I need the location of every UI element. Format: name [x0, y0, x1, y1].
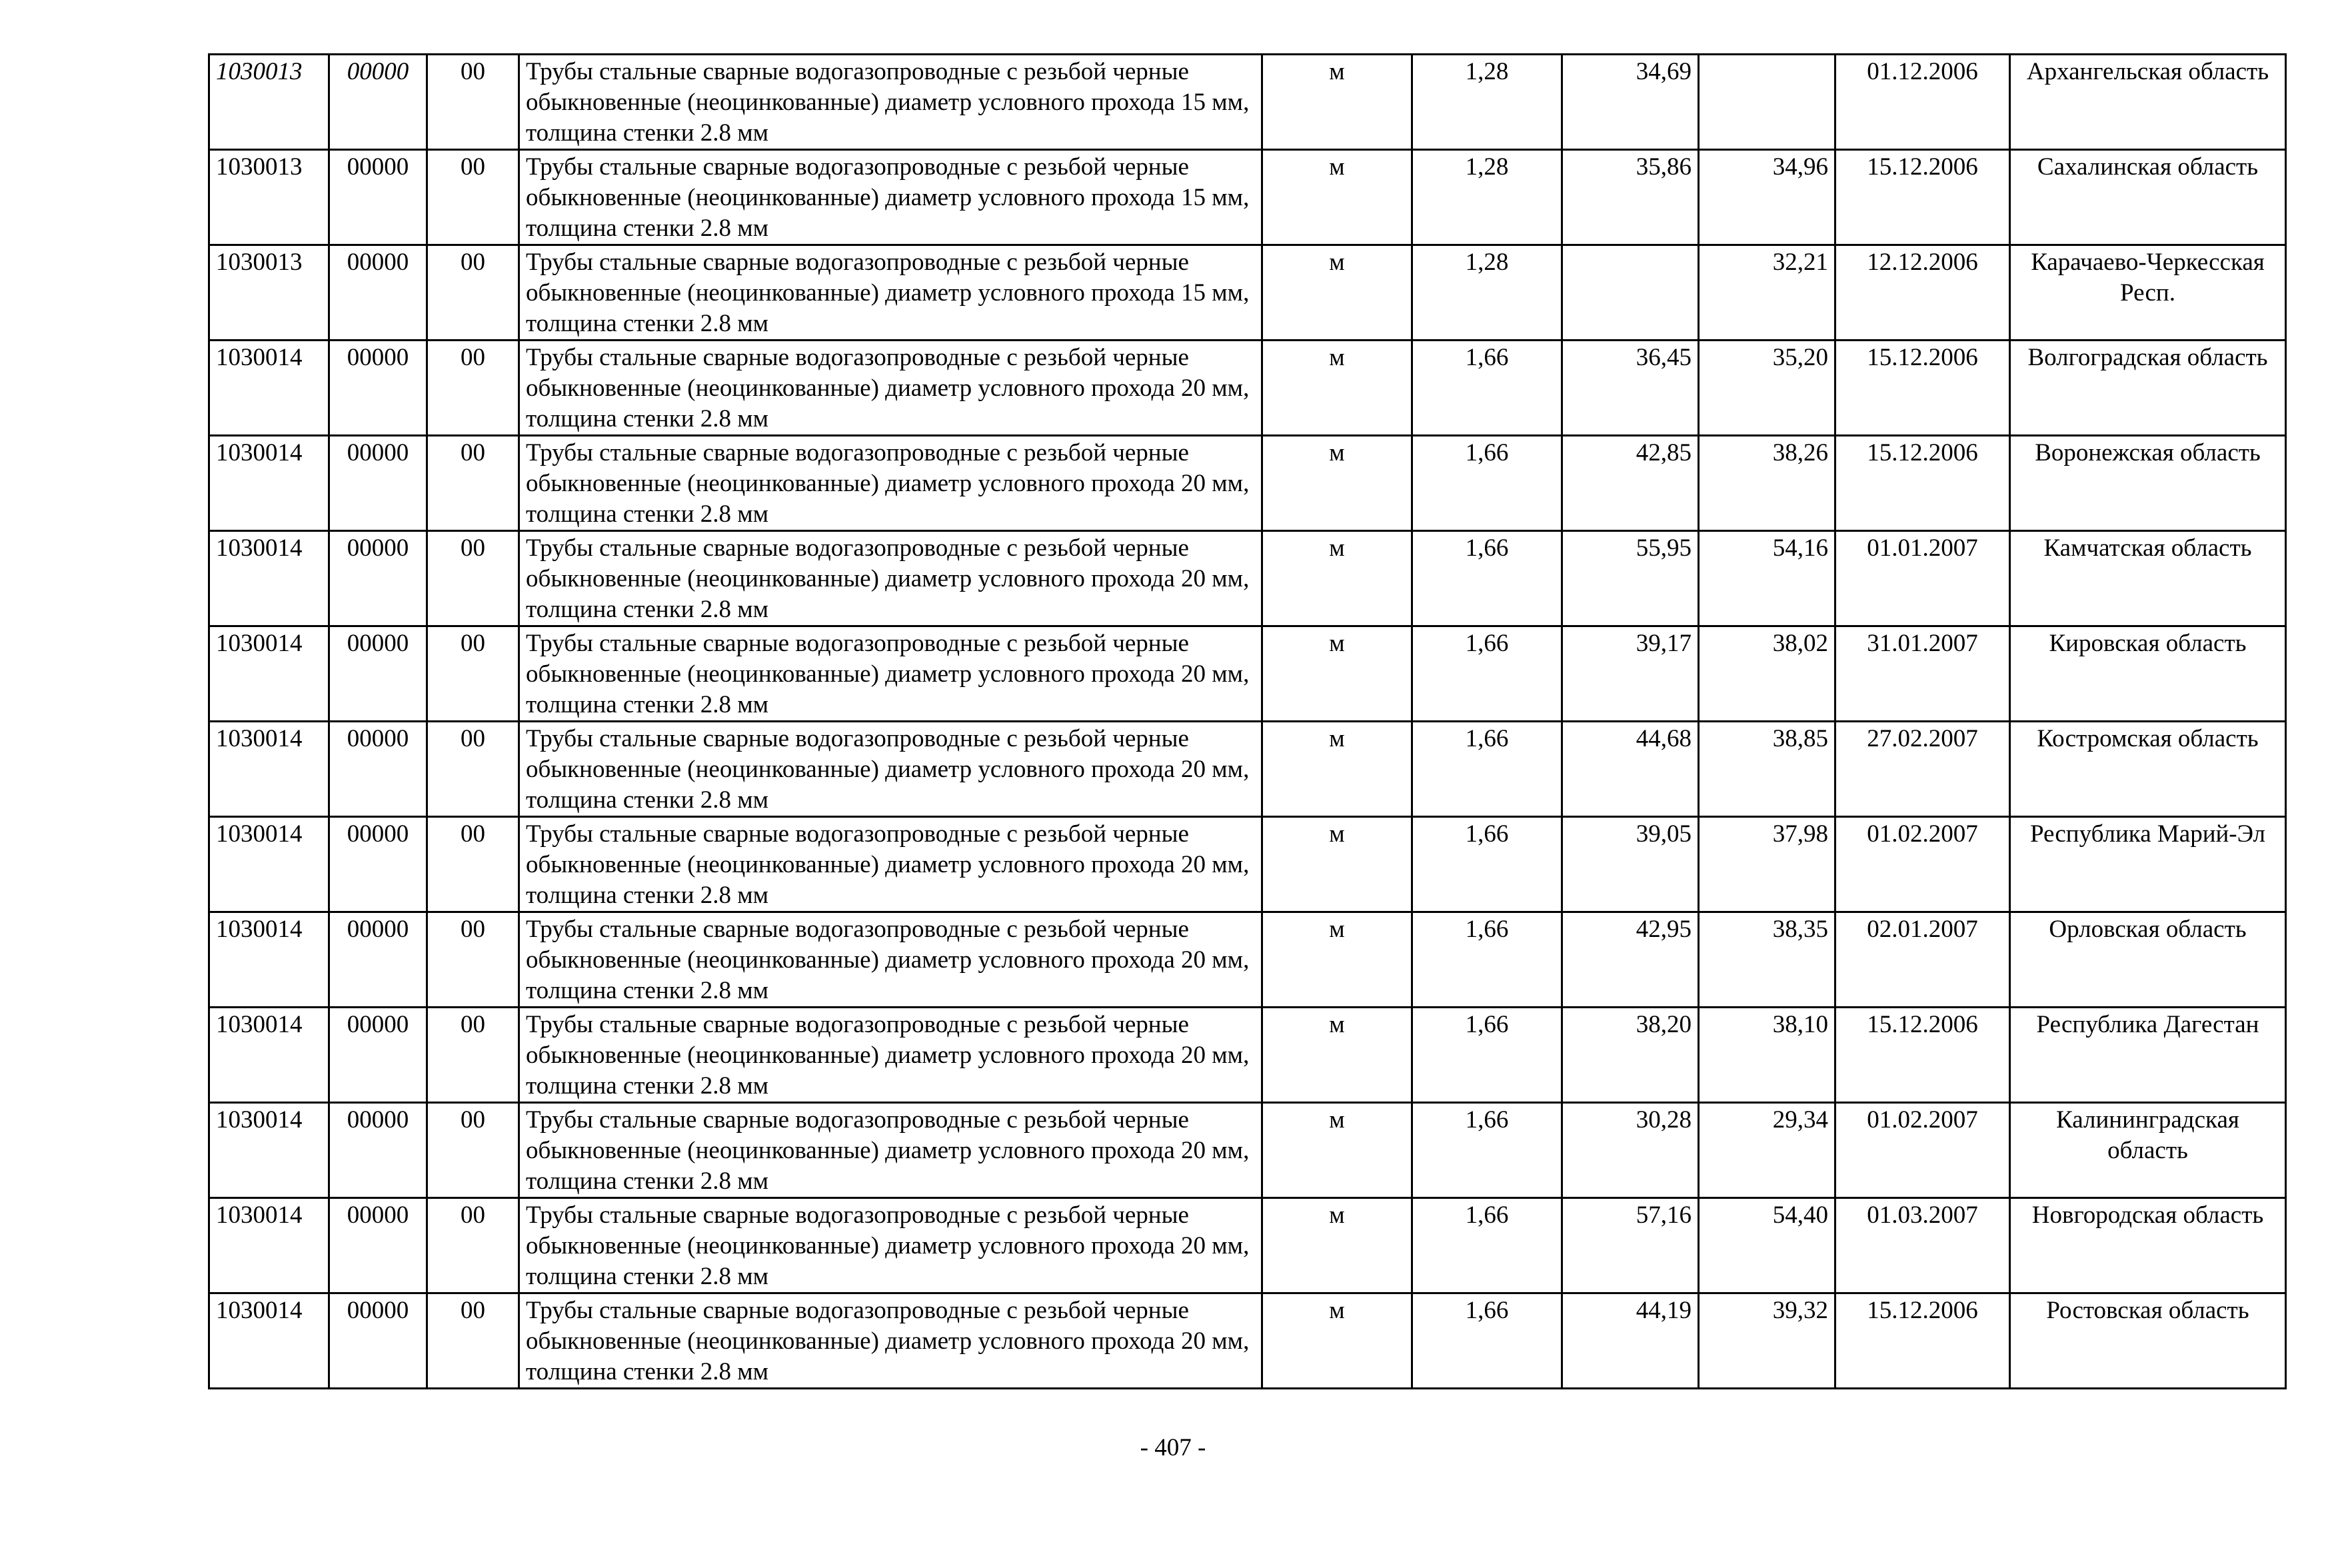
class-code-cell: 00	[427, 341, 519, 436]
price-value-1-cell: 34,69	[1562, 55, 1699, 150]
class-code-cell: 00	[427, 817, 519, 912]
price-value-2-cell: 38,10	[1699, 1008, 1835, 1103]
table-row	[209, 436, 2286, 531]
price-value-2-cell: 38,35	[1699, 912, 1835, 1008]
weight-value-cell: 1,66	[1412, 1008, 1562, 1103]
weight-value-cell: 1,28	[1412, 150, 1562, 245]
weight-value-cell: 1,66	[1412, 341, 1562, 436]
price-value-1-cell: 30,28	[1562, 1103, 1699, 1198]
price-value-2-cell: 39,32	[1699, 1293, 1835, 1389]
price-value-1-cell: 42,85	[1562, 436, 1699, 531]
unit-cell: м	[1262, 436, 1412, 531]
unit-cell: м	[1262, 722, 1412, 817]
price-value-2-cell: 35,20	[1699, 341, 1835, 436]
table-row	[209, 245, 2286, 341]
unit-cell: м	[1262, 531, 1412, 626]
price-value-1-cell: 44,19	[1562, 1293, 1699, 1389]
sub-code-cell: 00000	[329, 1008, 427, 1103]
item-code-cell: 1030014	[209, 436, 329, 531]
sub-code-cell: 00000	[329, 722, 427, 817]
price-value-2-cell: 38,02	[1699, 626, 1835, 722]
sub-code-cell: 00000	[329, 626, 427, 722]
sub-code-cell: 00000	[329, 1198, 427, 1293]
price-value-1-cell	[1562, 245, 1699, 341]
table-row	[209, 150, 2286, 245]
table-row	[209, 1103, 2286, 1198]
item-name-cell: Трубы стальные сварные водогазопроводные с резьбой черные обыкновенные (неоцинкованные) диаметр условного прохода 20 мм, толщина стенки 2.8 мм	[519, 626, 1262, 722]
item-code-cell: 1030014	[209, 912, 329, 1008]
item-code-cell: 1030014	[209, 1008, 329, 1103]
sub-code-cell: 00000	[329, 817, 427, 912]
item-name-cell: Трубы стальные сварные водогазопроводные с резьбой черные обыкновенные (неоцинкованные) диаметр условного прохода 20 мм, толщина стенки 2.8 мм	[519, 341, 1262, 436]
table-row	[209, 341, 2286, 436]
price-table	[208, 53, 2287, 1389]
table-row	[209, 626, 2286, 722]
price-value-2-cell: 37,98	[1699, 817, 1835, 912]
item-code-cell: 1030013	[209, 55, 329, 150]
item-code-cell: 1030014	[209, 1293, 329, 1389]
table-row	[209, 722, 2286, 817]
price-value-1-cell: 42,95	[1562, 912, 1699, 1008]
price-value-1-cell: 57,16	[1562, 1198, 1699, 1293]
weight-value-cell: 1,66	[1412, 531, 1562, 626]
unit-cell: м	[1262, 626, 1412, 722]
sub-code-cell: 00000	[329, 531, 427, 626]
class-code-cell: 00	[427, 626, 519, 722]
price-value-2-cell: 29,34	[1699, 1103, 1835, 1198]
class-code-cell: 00	[427, 1293, 519, 1389]
price-date-cell: 02.01.2007	[1835, 912, 2010, 1008]
price-date-cell: 01.02.2007	[1835, 1103, 2010, 1198]
item-name-cell: Трубы стальные сварные водогазопроводные с резьбой черные обыкновенные (неоцинкованные) диаметр условного прохода 20 мм, толщина стенки 2.8 мм	[519, 531, 1262, 626]
price-value-2-cell: 34,96	[1699, 150, 1835, 245]
region-name-cell: Республика Марий-Эл	[2010, 817, 2286, 912]
class-code-cell: 00	[427, 531, 519, 626]
item-name-cell: Трубы стальные сварные водогазопроводные с резьбой черные обыкновенные (неоцинкованные) диаметр условного прохода 20 мм, толщина стенки 2.8 мм	[519, 912, 1262, 1008]
table-row	[209, 817, 2286, 912]
class-code-cell: 00	[427, 436, 519, 531]
unit-cell: м	[1262, 1008, 1412, 1103]
class-code-cell: 00	[427, 1198, 519, 1293]
sub-code-cell: 00000	[329, 245, 427, 341]
sub-code-cell: 00000	[329, 55, 427, 150]
region-name-cell: Калининградская область	[2010, 1103, 2286, 1198]
unit-cell: м	[1262, 341, 1412, 436]
class-code-cell: 00	[427, 1008, 519, 1103]
unit-cell: м	[1262, 55, 1412, 150]
weight-value-cell: 1,66	[1412, 722, 1562, 817]
unit-cell: м	[1262, 1103, 1412, 1198]
item-name-cell: Трубы стальные сварные водогазопроводные с резьбой черные обыкновенные (неоцинкованные) диаметр условного прохода 20 мм, толщина стенки 2.8 мм	[519, 1103, 1262, 1198]
region-name-cell: Костромская область	[2010, 722, 2286, 817]
price-value-1-cell: 44,68	[1562, 722, 1699, 817]
item-code-cell: 1030014	[209, 531, 329, 626]
price-value-1-cell: 55,95	[1562, 531, 1699, 626]
price-value-1-cell: 36,45	[1562, 341, 1699, 436]
item-name-cell: Трубы стальные сварные водогазопроводные с резьбой черные обыкновенные (неоцинкованные) диаметр условного прохода 20 мм, толщина стенки 2.8 мм	[519, 436, 1262, 531]
table-row	[209, 1008, 2286, 1103]
unit-cell: м	[1262, 1293, 1412, 1389]
unit-cell: м	[1262, 245, 1412, 341]
table-body	[209, 55, 2286, 1389]
weight-value-cell: 1,66	[1412, 817, 1562, 912]
price-value-1-cell: 39,05	[1562, 817, 1699, 912]
region-name-cell: Воронежская область	[2010, 436, 2286, 531]
class-code-cell: 00	[427, 912, 519, 1008]
sub-code-cell: 00000	[329, 150, 427, 245]
sub-code-cell: 00000	[329, 1293, 427, 1389]
weight-value-cell: 1,28	[1412, 245, 1562, 341]
region-name-cell: Сахалинская область	[2010, 150, 2286, 245]
price-date-cell: 01.01.2007	[1835, 531, 2010, 626]
item-name-cell: Трубы стальные сварные водогазопроводные с резьбой черные обыкновенные (неоцинкованные) диаметр условного прохода 15 мм, толщина стенки 2.8 мм	[519, 245, 1262, 341]
item-code-cell: 1030014	[209, 1103, 329, 1198]
item-code-cell: 1030014	[209, 722, 329, 817]
price-date-cell: 15.12.2006	[1835, 341, 2010, 436]
price-date-cell: 01.03.2007	[1835, 1198, 2010, 1293]
item-name-cell: Трубы стальные сварные водогазопроводные с резьбой черные обыкновенные (неоцинкованные) диаметр условного прохода 15 мм, толщина стенки 2.8 мм	[519, 55, 1262, 150]
item-name-cell: Трубы стальные сварные водогазопроводные с резьбой черные обыкновенные (неоцинкованные) диаметр условного прохода 20 мм, толщина стенки 2.8 мм	[519, 722, 1262, 817]
region-name-cell: Волгоградская область	[2010, 341, 2286, 436]
price-value-2-cell: 32,21	[1699, 245, 1835, 341]
region-name-cell: Ростовская область	[2010, 1293, 2286, 1389]
page-number: - 407 -	[1140, 1434, 1206, 1461]
weight-value-cell: 1,66	[1412, 1103, 1562, 1198]
class-code-cell: 00	[427, 722, 519, 817]
item-name-cell: Трубы стальные сварные водогазопроводные с резьбой черные обыкновенные (неоцинкованные) диаметр условного прохода 20 мм, толщина стенки 2.8 мм	[519, 1008, 1262, 1103]
price-date-cell: 15.12.2006	[1835, 1008, 2010, 1103]
price-value-2-cell: 54,16	[1699, 531, 1835, 626]
item-code-cell: 1030014	[209, 817, 329, 912]
region-name-cell: Новгородская область	[2010, 1198, 2286, 1293]
price-value-1-cell: 35,86	[1562, 150, 1699, 245]
sub-code-cell: 00000	[329, 436, 427, 531]
region-name-cell: Архангельская область	[2010, 55, 2286, 150]
item-code-cell: 1030013	[209, 245, 329, 341]
price-value-2-cell: 38,85	[1699, 722, 1835, 817]
price-value-1-cell: 39,17	[1562, 626, 1699, 722]
item-name-cell: Трубы стальные сварные водогазопроводные с резьбой черные обыкновенные (неоцинкованные) диаметр условного прохода 20 мм, толщина стенки 2.8 мм	[519, 1293, 1262, 1389]
price-value-1-cell: 38,20	[1562, 1008, 1699, 1103]
item-code-cell: 1030014	[209, 341, 329, 436]
price-date-cell: 27.02.2007	[1835, 722, 2010, 817]
price-date-cell: 12.12.2006	[1835, 245, 2010, 341]
region-name-cell: Кировская область	[2010, 626, 2286, 722]
price-date-cell: 01.12.2006	[1835, 55, 2010, 150]
weight-value-cell: 1,66	[1412, 626, 1562, 722]
unit-cell: м	[1262, 150, 1412, 245]
sub-code-cell: 00000	[329, 1103, 427, 1198]
unit-cell: м	[1262, 1198, 1412, 1293]
item-name-cell: Трубы стальные сварные водогазопроводные с резьбой черные обыкновенные (неоцинкованные) диаметр условного прохода 15 мм, толщина стенки 2.8 мм	[519, 150, 1262, 245]
price-date-cell: 15.12.2006	[1835, 1293, 2010, 1389]
item-name-cell: Трубы стальные сварные водогазопроводные с резьбой черные обыкновенные (неоцинкованные) диаметр условного прохода 20 мм, толщина стенки 2.8 мм	[519, 817, 1262, 912]
class-code-cell: 00	[427, 1103, 519, 1198]
item-name-cell: Трубы стальные сварные водогазопроводные с резьбой черные обыкновенные (неоцинкованные) диаметр условного прохода 20 мм, толщина стенки 2.8 мм	[519, 1198, 1262, 1293]
unit-cell: м	[1262, 817, 1412, 912]
weight-value-cell: 1,66	[1412, 1198, 1562, 1293]
region-name-cell: Республика Дагестан	[2010, 1008, 2286, 1103]
table-row	[209, 912, 2286, 1008]
price-value-2-cell	[1699, 55, 1835, 150]
table-row	[209, 1293, 2286, 1389]
weight-value-cell: 1,66	[1412, 1293, 1562, 1389]
price-date-cell: 01.02.2007	[1835, 817, 2010, 912]
region-name-cell: Карачаево-Черкесская Респ.	[2010, 245, 2286, 341]
weight-value-cell: 1,28	[1412, 55, 1562, 150]
sub-code-cell: 00000	[329, 912, 427, 1008]
table-row	[209, 531, 2286, 626]
region-name-cell: Орловская область	[2010, 912, 2286, 1008]
class-code-cell: 00	[427, 245, 519, 341]
region-name-cell: Камчатская область	[2010, 531, 2286, 626]
class-code-cell: 00	[427, 55, 519, 150]
class-code-cell: 00	[427, 150, 519, 245]
item-code-cell: 1030014	[209, 626, 329, 722]
unit-cell: м	[1262, 912, 1412, 1008]
table-row	[209, 1198, 2286, 1293]
weight-value-cell: 1,66	[1412, 436, 1562, 531]
item-code-cell: 1030014	[209, 1198, 329, 1293]
price-date-cell: 15.12.2006	[1835, 150, 2010, 245]
sub-code-cell: 00000	[329, 341, 427, 436]
price-value-2-cell: 54,40	[1699, 1198, 1835, 1293]
item-code-cell: 1030013	[209, 150, 329, 245]
table-row	[209, 55, 2286, 150]
weight-value-cell: 1,66	[1412, 912, 1562, 1008]
price-date-cell: 15.12.2006	[1835, 436, 2010, 531]
price-value-2-cell: 38,26	[1699, 436, 1835, 531]
price-date-cell: 31.01.2007	[1835, 626, 2010, 722]
